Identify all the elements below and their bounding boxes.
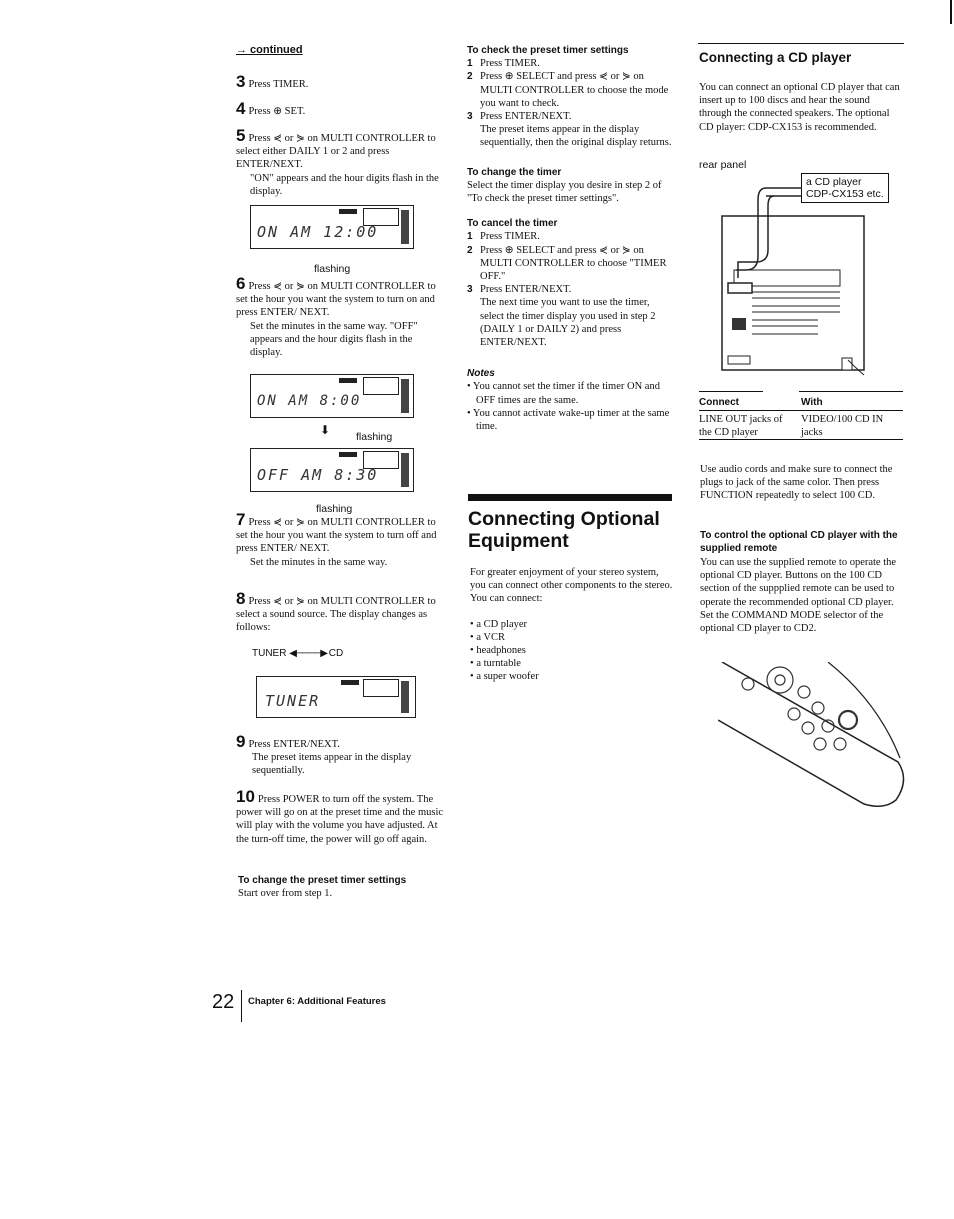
change-timer-heading: To change the timer [467, 166, 562, 178]
change-timer-text: Select the timer display you desire in step 2 of "To check the preset timer settings". [467, 179, 662, 205]
check-heading: To check the preset timer settings [467, 45, 629, 56]
notes-heading: Notes [467, 368, 495, 380]
step-6: 6 Press ⋞ or ⋟ on MULTI CONTROLLER to set the hour you want the system to turn on and press ENTER/ NEXT. Set the minutes in the same way. "OFF" appears and the hour digits flash in the display. [236, 274, 436, 359]
check-steps: 1 Press TIMER. 2 Press ⊕ SELECT and press ⋞ or ⋟ on MULTI CONTROLLER to choose the mode you want to check. 3 Press ENTER/NEXT. The preset items appear in the display sequentially, then the original display returns. [467, 58, 672, 149]
source-cycle: TUNER ◀────▶ CD [252, 648, 344, 659]
right-top-rule [698, 43, 904, 44]
notes-list: • You cannot set the timer if the timer ON and OFF times are the same. • You cannot activate wake-up timer at the same time. [467, 381, 670, 433]
step-10: 10 Press POWER to turn off the system. The power will go on at the preset time and the music will play with the volume you have adjusted. At the turn-off time, the power will go off again. [236, 787, 444, 845]
flashing-label-3: flashing [316, 503, 353, 515]
step-3: 3 Press TIMER. [236, 72, 309, 91]
step-9: 9 Press ENTER/NEXT. The preset items appear in the display sequentially. [236, 732, 412, 777]
remote-heading: To control the optional CD player with the supplied remote [700, 530, 898, 554]
display-illustration-3 [250, 448, 414, 492]
footer-divider [241, 990, 242, 1022]
step-7: 7 Press ⋞ or ⋟ on MULTI CONTROLLER to set the hour you want the system to turn off and press ENTER/ NEXT. Set the minutes in the same way. [236, 510, 437, 568]
middle-column [467, 44, 673, 433]
change-settings-text: Start over from step 1. [238, 888, 333, 899]
list-item: • a turntable [470, 658, 521, 670]
display-text: TUNER [265, 692, 321, 710]
component-list [470, 618, 674, 684]
list-item: • a super woofer [470, 671, 539, 683]
cd-player-callout: a CD player CDP-CX153 etc. [801, 173, 889, 203]
cords-text: Use audio cords and make sure to connect the plugs to jack of the same color. Then press FUNCTION repeatedly to select 100 CD. [700, 464, 893, 502]
cd-intro: You can connect an optional CD player that can insert up to 100 discs and hear the sound through the connected speakers. The optional CD player: CDP-CX153 is recommended. [699, 82, 900, 133]
table-row: LINE OUT jacks of the CD player VIDEO/100 CD IN jacks [699, 411, 903, 440]
step-5: 5 Press ⋞ or ⋟ on MULTI CONTROLLER to select either DAILY 1 or 2 and press ENTER/NEXT. "ON" appears and the hour digits flash in the display. [236, 126, 439, 197]
display-illustration-4 [256, 676, 416, 718]
display-text: ON AM 12:00 [257, 223, 379, 241]
list-item: • a CD player [470, 618, 528, 630]
flashing-label-1: flashing [314, 263, 351, 275]
display-illustration-1 [250, 205, 414, 249]
cancel-heading: To cancel the timer [467, 218, 558, 230]
display-text: OFF AM 8:30 [257, 466, 379, 484]
cd-player-title: Connecting a CD player [699, 50, 852, 65]
connection-table [699, 392, 903, 440]
remote-control-illustration [718, 662, 908, 812]
cancel-steps: 1 Press TIMER. 2 Press ⊕ SELECT and press ⋞ or ⋟ on MULTI CONTROLLER to choose "TIMER OFF." 3 Press ENTER/NEXT. The next time you want to use the timer, select the timer display you used in step 2 (DAILY 1 or DAILY 2) and press ENTER/NEXT. [467, 231, 667, 349]
section-title: Connecting Optional Equipment [468, 508, 660, 552]
down-arrow: ⬇ [320, 423, 331, 437]
list-item: • headphones [470, 645, 526, 657]
corner-mark [950, 0, 952, 24]
step-8: 8 Press ⋞ or ⋟ on MULTI CONTROLLER to select a sound source. The display changes as follows: [236, 589, 436, 634]
rear-panel-label: rear panel [699, 159, 747, 171]
remote-text: You can use the supplied remote to operate the optional CD player. Buttons on the 100 CD section of the suppplied remote can be used to operate the recommended optional CD player. Set the COMMAND MODE selector of the optional CD player to CD2. [700, 557, 897, 635]
display-text: ON AM 8:00 [257, 393, 362, 409]
list-item: • a VCR [470, 631, 505, 643]
flashing-label-2: flashing [356, 431, 393, 443]
continued-label: → continued [236, 44, 303, 56]
step-4: 4 Press ⊕ SET. [236, 99, 306, 118]
change-settings-heading: To change the preset timer settings [238, 875, 407, 886]
page-number: 22 [212, 991, 235, 1013]
display-illustration-2 [250, 374, 414, 418]
section-bar [468, 494, 672, 501]
table-header-row: Connect With [699, 392, 903, 411]
section-intro: For greater enjoyment of your stereo system, you can connect other components to the stereo. You can connect: • a CD player • a VCR • headphones • a turntable • a super woofer [470, 567, 673, 683]
chapter-label: Chapter 6: Additional Features [248, 996, 386, 1007]
